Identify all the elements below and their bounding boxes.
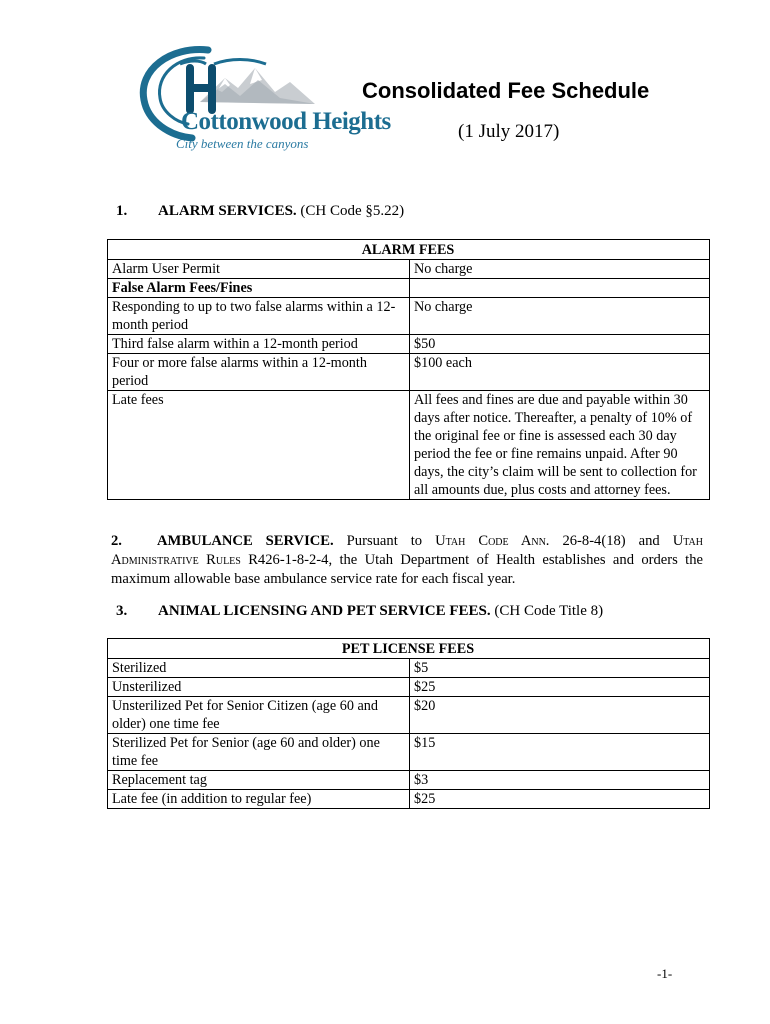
paragraph-text: 26-8-4(18) and bbox=[549, 533, 673, 549]
section-number: 1. bbox=[116, 203, 128, 219]
row-label: Sterilized bbox=[108, 659, 410, 678]
row-label: Late fees bbox=[108, 391, 410, 500]
section-heading-animal bbox=[116, 603, 603, 620]
section-ref: (CH Code §5.22) bbox=[296, 203, 405, 219]
table-row bbox=[108, 279, 710, 298]
section-title: ANIMAL LICENSING AND PET SERVICE FEES. bbox=[158, 603, 491, 619]
row-label: Late fee (in addition to regular fee) bbox=[108, 790, 410, 809]
row-value bbox=[410, 279, 710, 298]
section-title: AMBULANCE SERVICE. bbox=[157, 533, 334, 549]
section-ref: (CH Code Title 8) bbox=[490, 603, 604, 619]
section-number: 2. bbox=[111, 533, 122, 549]
logo-tagline: City between the canyons bbox=[176, 136, 309, 151]
legal-citation: Utah Code Ann. bbox=[435, 533, 550, 549]
row-value: $50 bbox=[410, 335, 710, 354]
section-heading-alarm bbox=[116, 203, 404, 220]
row-label: Third false alarm within a 12-month period bbox=[108, 335, 410, 354]
table-row bbox=[108, 659, 710, 678]
ambulance-paragraph bbox=[111, 532, 703, 589]
table-row bbox=[108, 771, 710, 790]
page-number: -1- bbox=[657, 966, 673, 981]
row-label: Unsterilized bbox=[108, 678, 410, 697]
row-label: Alarm User Permit bbox=[108, 260, 410, 279]
row-value: $25 bbox=[410, 790, 710, 809]
page-title: Consolidated Fee Schedule bbox=[362, 78, 650, 103]
table-row bbox=[108, 391, 710, 500]
pet-license-fees-table bbox=[107, 638, 710, 809]
document-date: (1 July 2017) bbox=[458, 121, 560, 142]
paragraph-text: Pursuant to bbox=[333, 533, 436, 549]
row-label: False Alarm Fees/Fines bbox=[108, 279, 410, 298]
table-row bbox=[108, 260, 710, 279]
row-value: $3 bbox=[410, 771, 710, 790]
section-number: 3. bbox=[116, 603, 128, 619]
paragraph-text: R426-1-8-2-4, the Utah Department of Health establishes and orders the maximum allowable base ambulance service rate for each fiscal year. bbox=[111, 552, 703, 587]
table-row bbox=[108, 790, 710, 809]
row-value: All fees and fines are due and payable within 30 days after notice. Thereafter, a penalty of 10% of the original fee or fine is assessed each 30 day period the fee or fine remains unpaid. After 90 days, the city’s claim will be sent to collection for all amounts due, plus costs and attorney fees. bbox=[410, 391, 710, 500]
row-value: $20 bbox=[410, 697, 710, 734]
table-row bbox=[108, 734, 710, 771]
row-label: Four or more false alarms within a 12-month period bbox=[108, 354, 410, 391]
section-title: ALARM SERVICES. bbox=[158, 203, 297, 219]
row-value: $5 bbox=[410, 659, 710, 678]
row-label: Responding to up to two false alarms within a 12-month period bbox=[108, 298, 410, 335]
row-value: $100 each bbox=[410, 354, 710, 391]
row-value: $15 bbox=[410, 734, 710, 771]
table-row bbox=[108, 335, 710, 354]
table-row bbox=[108, 354, 710, 391]
table-row bbox=[108, 697, 710, 734]
table-row bbox=[108, 678, 710, 697]
logo-city-name: Cottonwood Heights bbox=[181, 108, 391, 135]
row-label: Replacement tag bbox=[108, 771, 410, 790]
row-label: Sterilized Pet for Senior (age 60 and older) one time fee bbox=[108, 734, 410, 771]
row-value: $25 bbox=[410, 678, 710, 697]
legal-citation: Utah Administrative Rules bbox=[111, 533, 703, 568]
table-row bbox=[108, 298, 710, 335]
alarm-fees-table bbox=[107, 239, 710, 500]
table-heading: PET LICENSE FEES bbox=[108, 639, 710, 659]
row-value: No charge bbox=[410, 260, 710, 279]
row-value: No charge bbox=[410, 298, 710, 335]
table-heading: ALARM FEES bbox=[108, 240, 710, 260]
row-label: Unsterilized Pet for Senior Citizen (age 60 and older) one time fee bbox=[108, 697, 410, 734]
